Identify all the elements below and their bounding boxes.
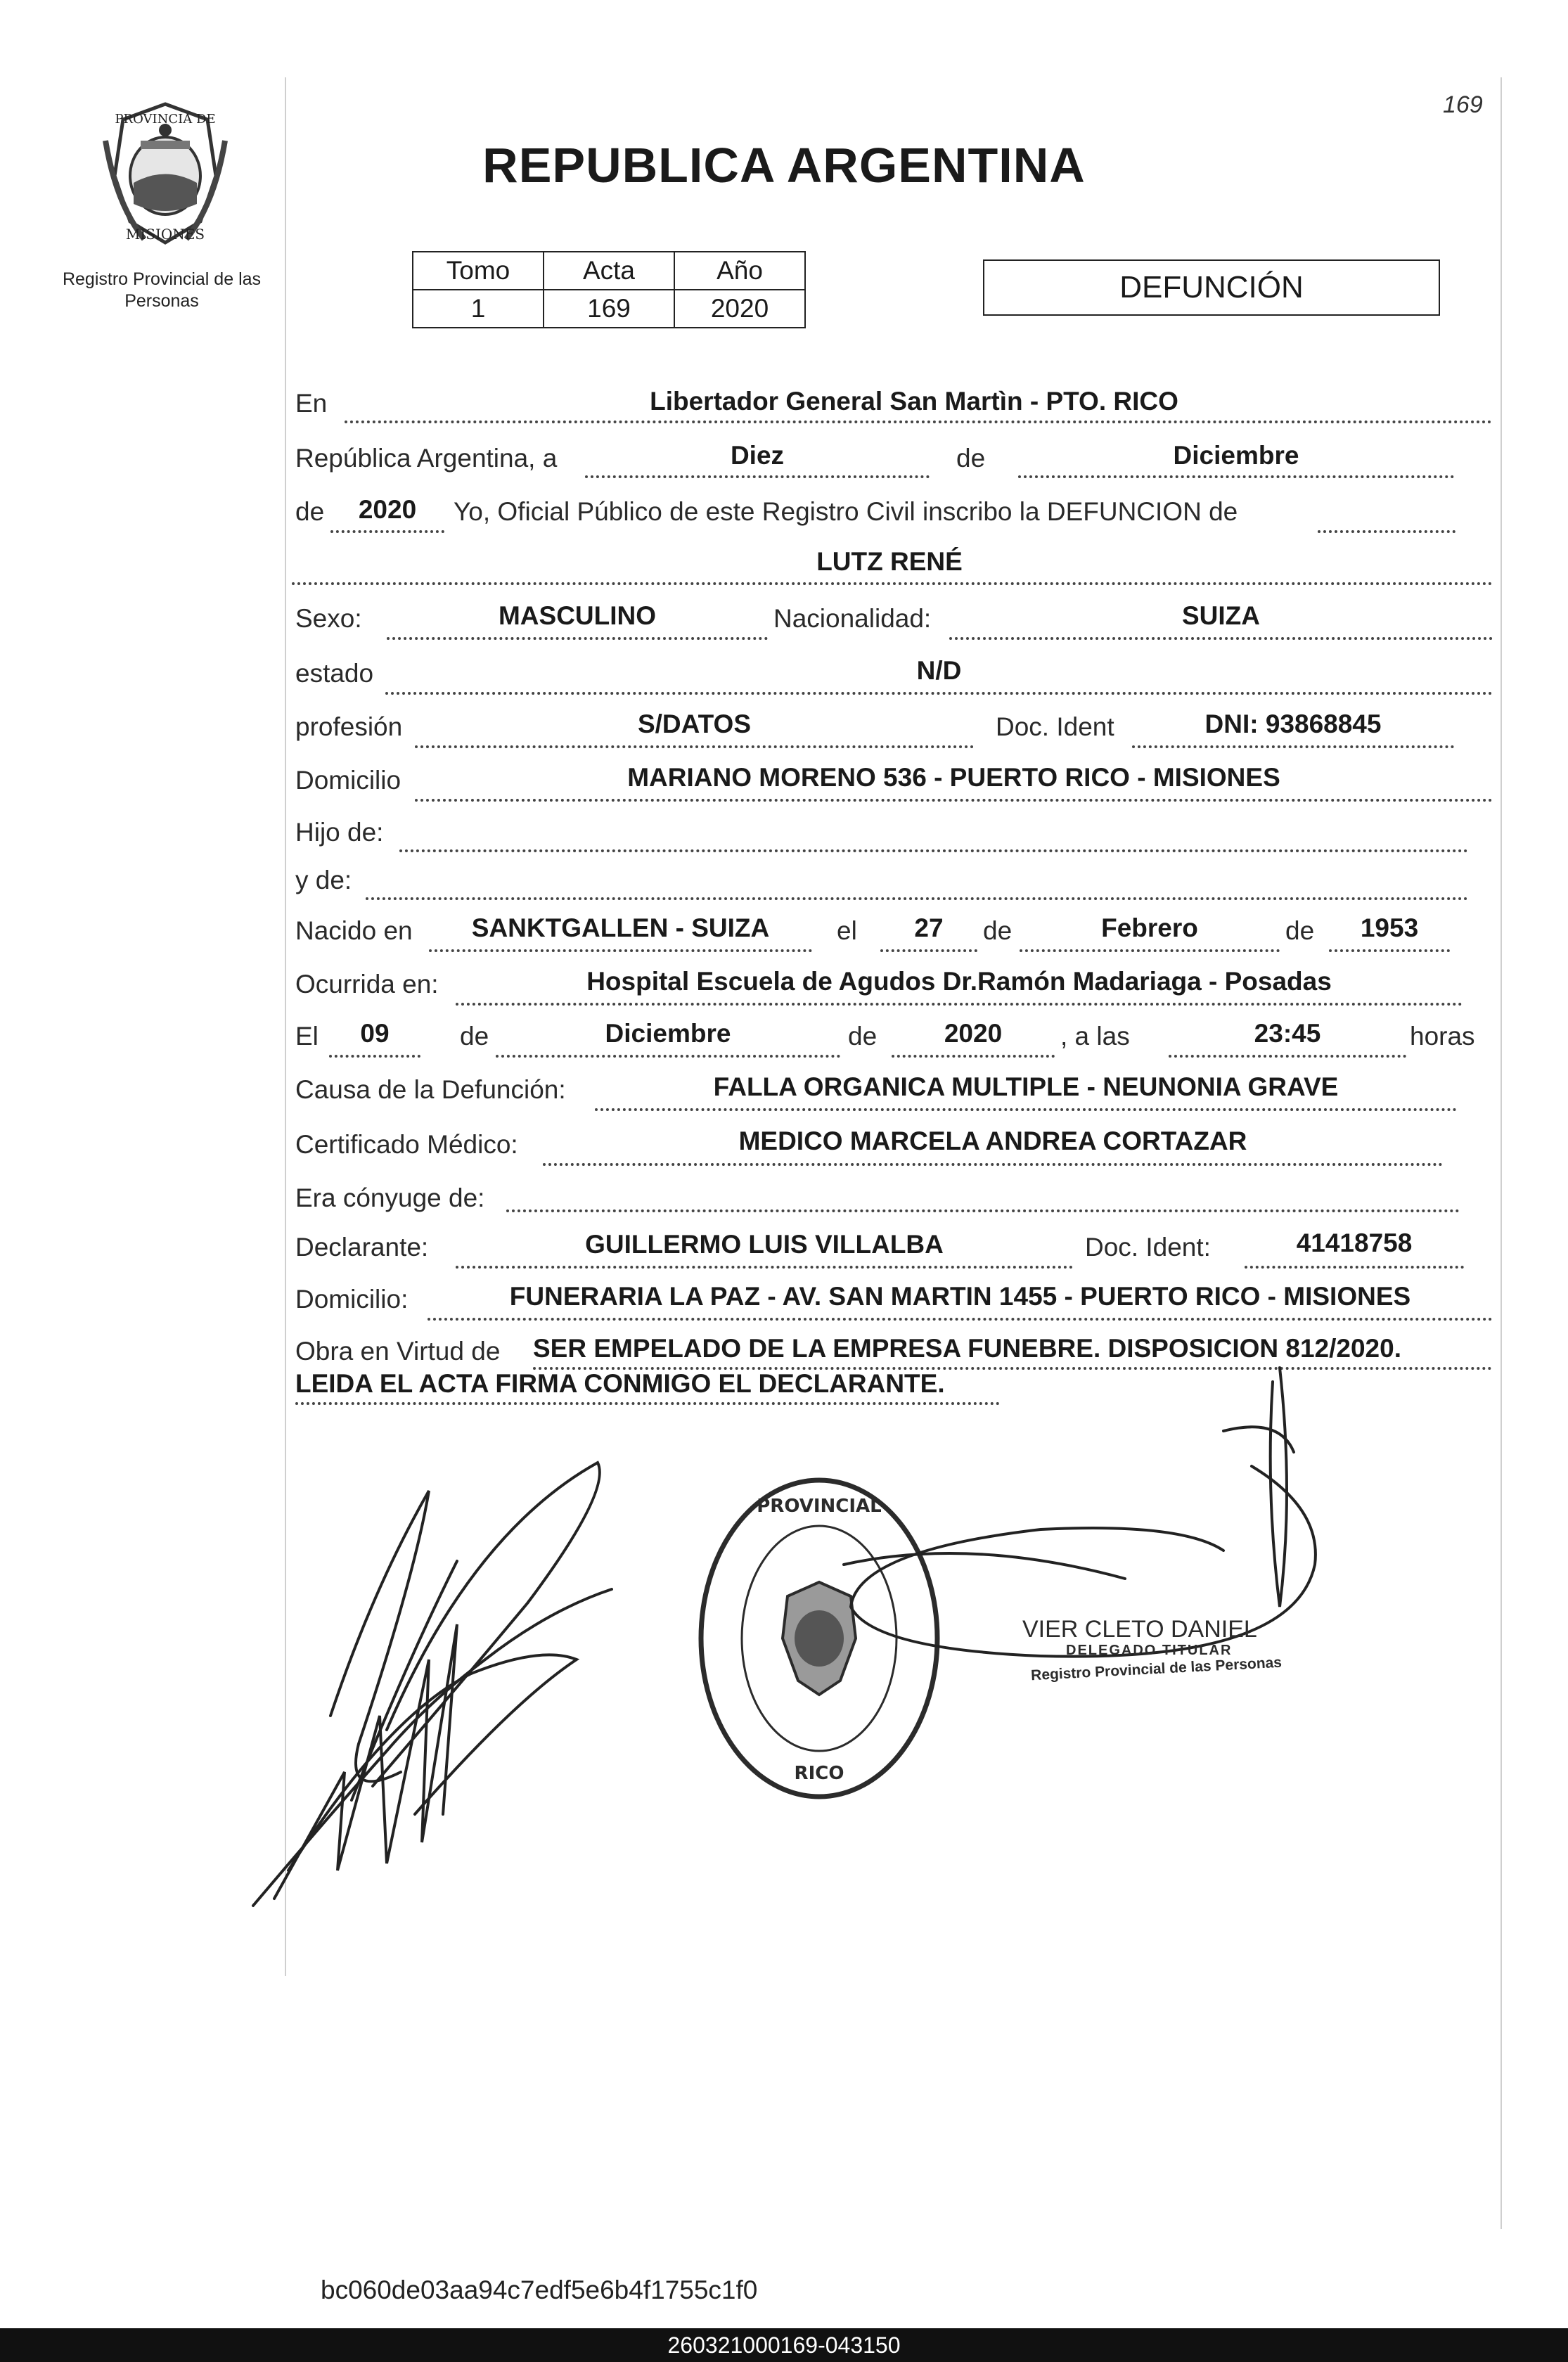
label-horas: horas xyxy=(1410,1022,1475,1051)
label-doc-ident-2: Doc. Ident: xyxy=(1085,1233,1211,1262)
label-y-de: y de: xyxy=(295,866,352,894)
field-certificado: MEDICO MARCELA ANDREA CORTAZAR xyxy=(738,1127,1247,1155)
label-obra-en-virtud: Obra en Virtud de xyxy=(295,1337,501,1366)
label-hijo-de: Hijo de: xyxy=(295,818,384,847)
field-dia: Diez xyxy=(730,441,785,470)
line-declarante-doc xyxy=(1245,1266,1464,1269)
line-y-de xyxy=(366,897,1468,900)
field-def-mes: Diciembre xyxy=(605,1019,731,1048)
label-conyuge: Era cónyuge de: xyxy=(295,1183,485,1212)
line-ocurrida-en xyxy=(456,1003,1463,1006)
official-name: VIER CLETO DANIEL xyxy=(1022,1616,1257,1643)
record-table xyxy=(412,251,806,328)
label-de-3: de xyxy=(983,916,1013,945)
field-obra-line-1: SER EMPELADO DE LA EMPRESA FUNEBRE. DISPOSICION 812/2020. xyxy=(533,1334,1401,1363)
official-org: Registro Provincial de las Personas xyxy=(1030,1654,1283,1684)
label-de-5: de xyxy=(460,1022,489,1051)
field-def-anio: 2020 xyxy=(944,1019,1003,1048)
label-de-6: de xyxy=(848,1022,878,1051)
line-nac-anio xyxy=(1329,949,1450,952)
field-mes: Diciembre xyxy=(1173,441,1299,470)
label-de-1: de xyxy=(956,444,986,473)
line-conyuge xyxy=(506,1209,1460,1212)
field-declarante-domicilio: FUNERARIA LA PAZ - AV. SAN MARTIN 1455 - PUERTO RICO - MISIONES xyxy=(509,1282,1411,1311)
line-nacido-en xyxy=(429,949,812,952)
label-republica: República Argentina, a xyxy=(295,444,558,473)
anio-value: 2020 xyxy=(674,290,805,328)
line-mes xyxy=(1018,475,1454,478)
line-oficial-end xyxy=(1318,530,1455,533)
declarant-signature-icon xyxy=(246,1449,668,1927)
field-anio: 2020 xyxy=(358,495,417,524)
line-declarante xyxy=(456,1266,1073,1269)
tomo-value: 1 xyxy=(413,290,544,328)
line-def-dia xyxy=(329,1055,420,1058)
line-def-anio xyxy=(892,1055,1055,1058)
label-certificado: Certificado Médico: xyxy=(295,1130,518,1159)
label-de-2: de xyxy=(295,497,325,526)
document-hash: bc060de03aa94c7edf5e6b4f1755c1f0 xyxy=(321,2276,758,2304)
official-signature-icon xyxy=(830,1354,1336,1804)
field-nac-anio: 1953 xyxy=(1360,913,1419,942)
line-dia xyxy=(585,475,930,478)
line-anio xyxy=(330,530,444,533)
field-domicilio: MARIANO MORENO 536 - PUERTO RICO - MISIONES xyxy=(627,763,1280,792)
field-profesion: S/DATOS xyxy=(637,710,752,738)
label-doc-ident: Doc. Ident xyxy=(996,712,1114,741)
line-certificado xyxy=(543,1163,1443,1166)
acta-header: Acta xyxy=(544,252,674,290)
label-a-las: , a las xyxy=(1060,1022,1130,1051)
svg-text:RICO: RICO xyxy=(794,1763,844,1784)
line-nac-mes xyxy=(1020,949,1280,952)
field-lugar: Libertador General San Martìn - PTO. RICO xyxy=(650,387,1178,416)
document-title: REPUBLICA ARGENTINA xyxy=(482,138,1086,193)
label-declarante: Declarante: xyxy=(295,1233,429,1262)
label-en: En xyxy=(295,389,328,418)
registry-name: Registro Provincial de las Personas xyxy=(62,269,262,311)
line-nombre xyxy=(292,582,1493,585)
field-nombre: LUTZ RENÉ xyxy=(816,547,963,576)
right-margin-line xyxy=(1500,77,1502,2229)
field-def-hora: 23:45 xyxy=(1254,1019,1321,1048)
field-def-dia: 09 xyxy=(360,1019,390,1048)
field-causa: FALLA ORGANICA MULTIPLE - NEUNONIA GRAVE xyxy=(713,1072,1339,1101)
label-de-4: de xyxy=(1285,916,1315,945)
document-type-box: DEFUNCIÓN xyxy=(983,259,1440,316)
line-causa xyxy=(595,1108,1457,1111)
svg-text:MISIONES: MISIONES xyxy=(125,226,205,243)
field-nac-mes: Febrero xyxy=(1101,913,1198,942)
label-el: el xyxy=(837,916,857,945)
label-ocurrida-en: Ocurrida en: xyxy=(295,970,439,999)
label-el-cap: El xyxy=(295,1022,319,1051)
field-obra-line-2: LEIDA EL ACTA FIRMA CONMIGO EL DECLARANTE. xyxy=(295,1369,945,1398)
line-def-hora xyxy=(1169,1055,1406,1058)
field-declarante-doc: 41418758 xyxy=(1296,1228,1413,1257)
tomo-header: Tomo xyxy=(413,252,544,290)
label-domicilio: Domicilio xyxy=(295,766,401,795)
field-ocurrida-en: Hospital Escuela de Agudos Dr.Ramón Madariaga - Posadas xyxy=(586,967,1332,996)
field-estado: N/D xyxy=(916,656,962,685)
line-declarante-domicilio xyxy=(428,1318,1493,1321)
label-causa: Causa de la Defunción: xyxy=(295,1075,566,1104)
barcode-text: 260321000169-043150 xyxy=(0,2328,1568,2362)
acta-value: 169 xyxy=(544,290,674,328)
label-domicilio-2: Domicilio: xyxy=(295,1285,409,1314)
svg-text:PROVINCIAL: PROVINCIAL xyxy=(757,1496,882,1517)
field-declarante: GUILLERMO LUIS VILLALBA xyxy=(585,1230,944,1259)
line-nac-dia xyxy=(880,949,977,952)
page-number: 169 xyxy=(1443,91,1483,118)
line-profesion xyxy=(415,745,974,748)
label-nacido-en: Nacido en xyxy=(295,916,413,945)
line-def-mes xyxy=(496,1055,840,1058)
svg-text:PROVINCIA DE: PROVINCIA DE xyxy=(115,112,216,127)
field-nacionalidad: SUIZA xyxy=(1182,601,1260,630)
field-nacido-en: SANKTGALLEN - SUIZA xyxy=(471,913,770,942)
line-doc-ident xyxy=(1132,745,1454,748)
label-nacionalidad: Nacionalidad: xyxy=(773,604,932,633)
line-hijo-de xyxy=(399,849,1468,852)
field-sexo: MASCULINO xyxy=(498,601,657,630)
label-sexo: Sexo: xyxy=(295,604,362,633)
label-estado: estado xyxy=(295,659,374,688)
official-title: DELEGADO TITULAR xyxy=(1066,1643,1233,1658)
line-estado xyxy=(385,692,1493,695)
label-profesion: profesión xyxy=(295,712,403,741)
anio-header: Año xyxy=(674,252,805,290)
line-sexo xyxy=(387,637,768,640)
line-nacionalidad xyxy=(949,637,1493,640)
field-nac-dia: 27 xyxy=(914,913,944,942)
field-doc-ident: DNI: 93868845 xyxy=(1204,710,1382,738)
label-oficial: Yo, Oficial Público de este Registro Civil inscribo la DEFUNCION de xyxy=(454,497,1238,526)
line-domicilio xyxy=(415,799,1493,802)
line-lugar xyxy=(345,421,1492,423)
